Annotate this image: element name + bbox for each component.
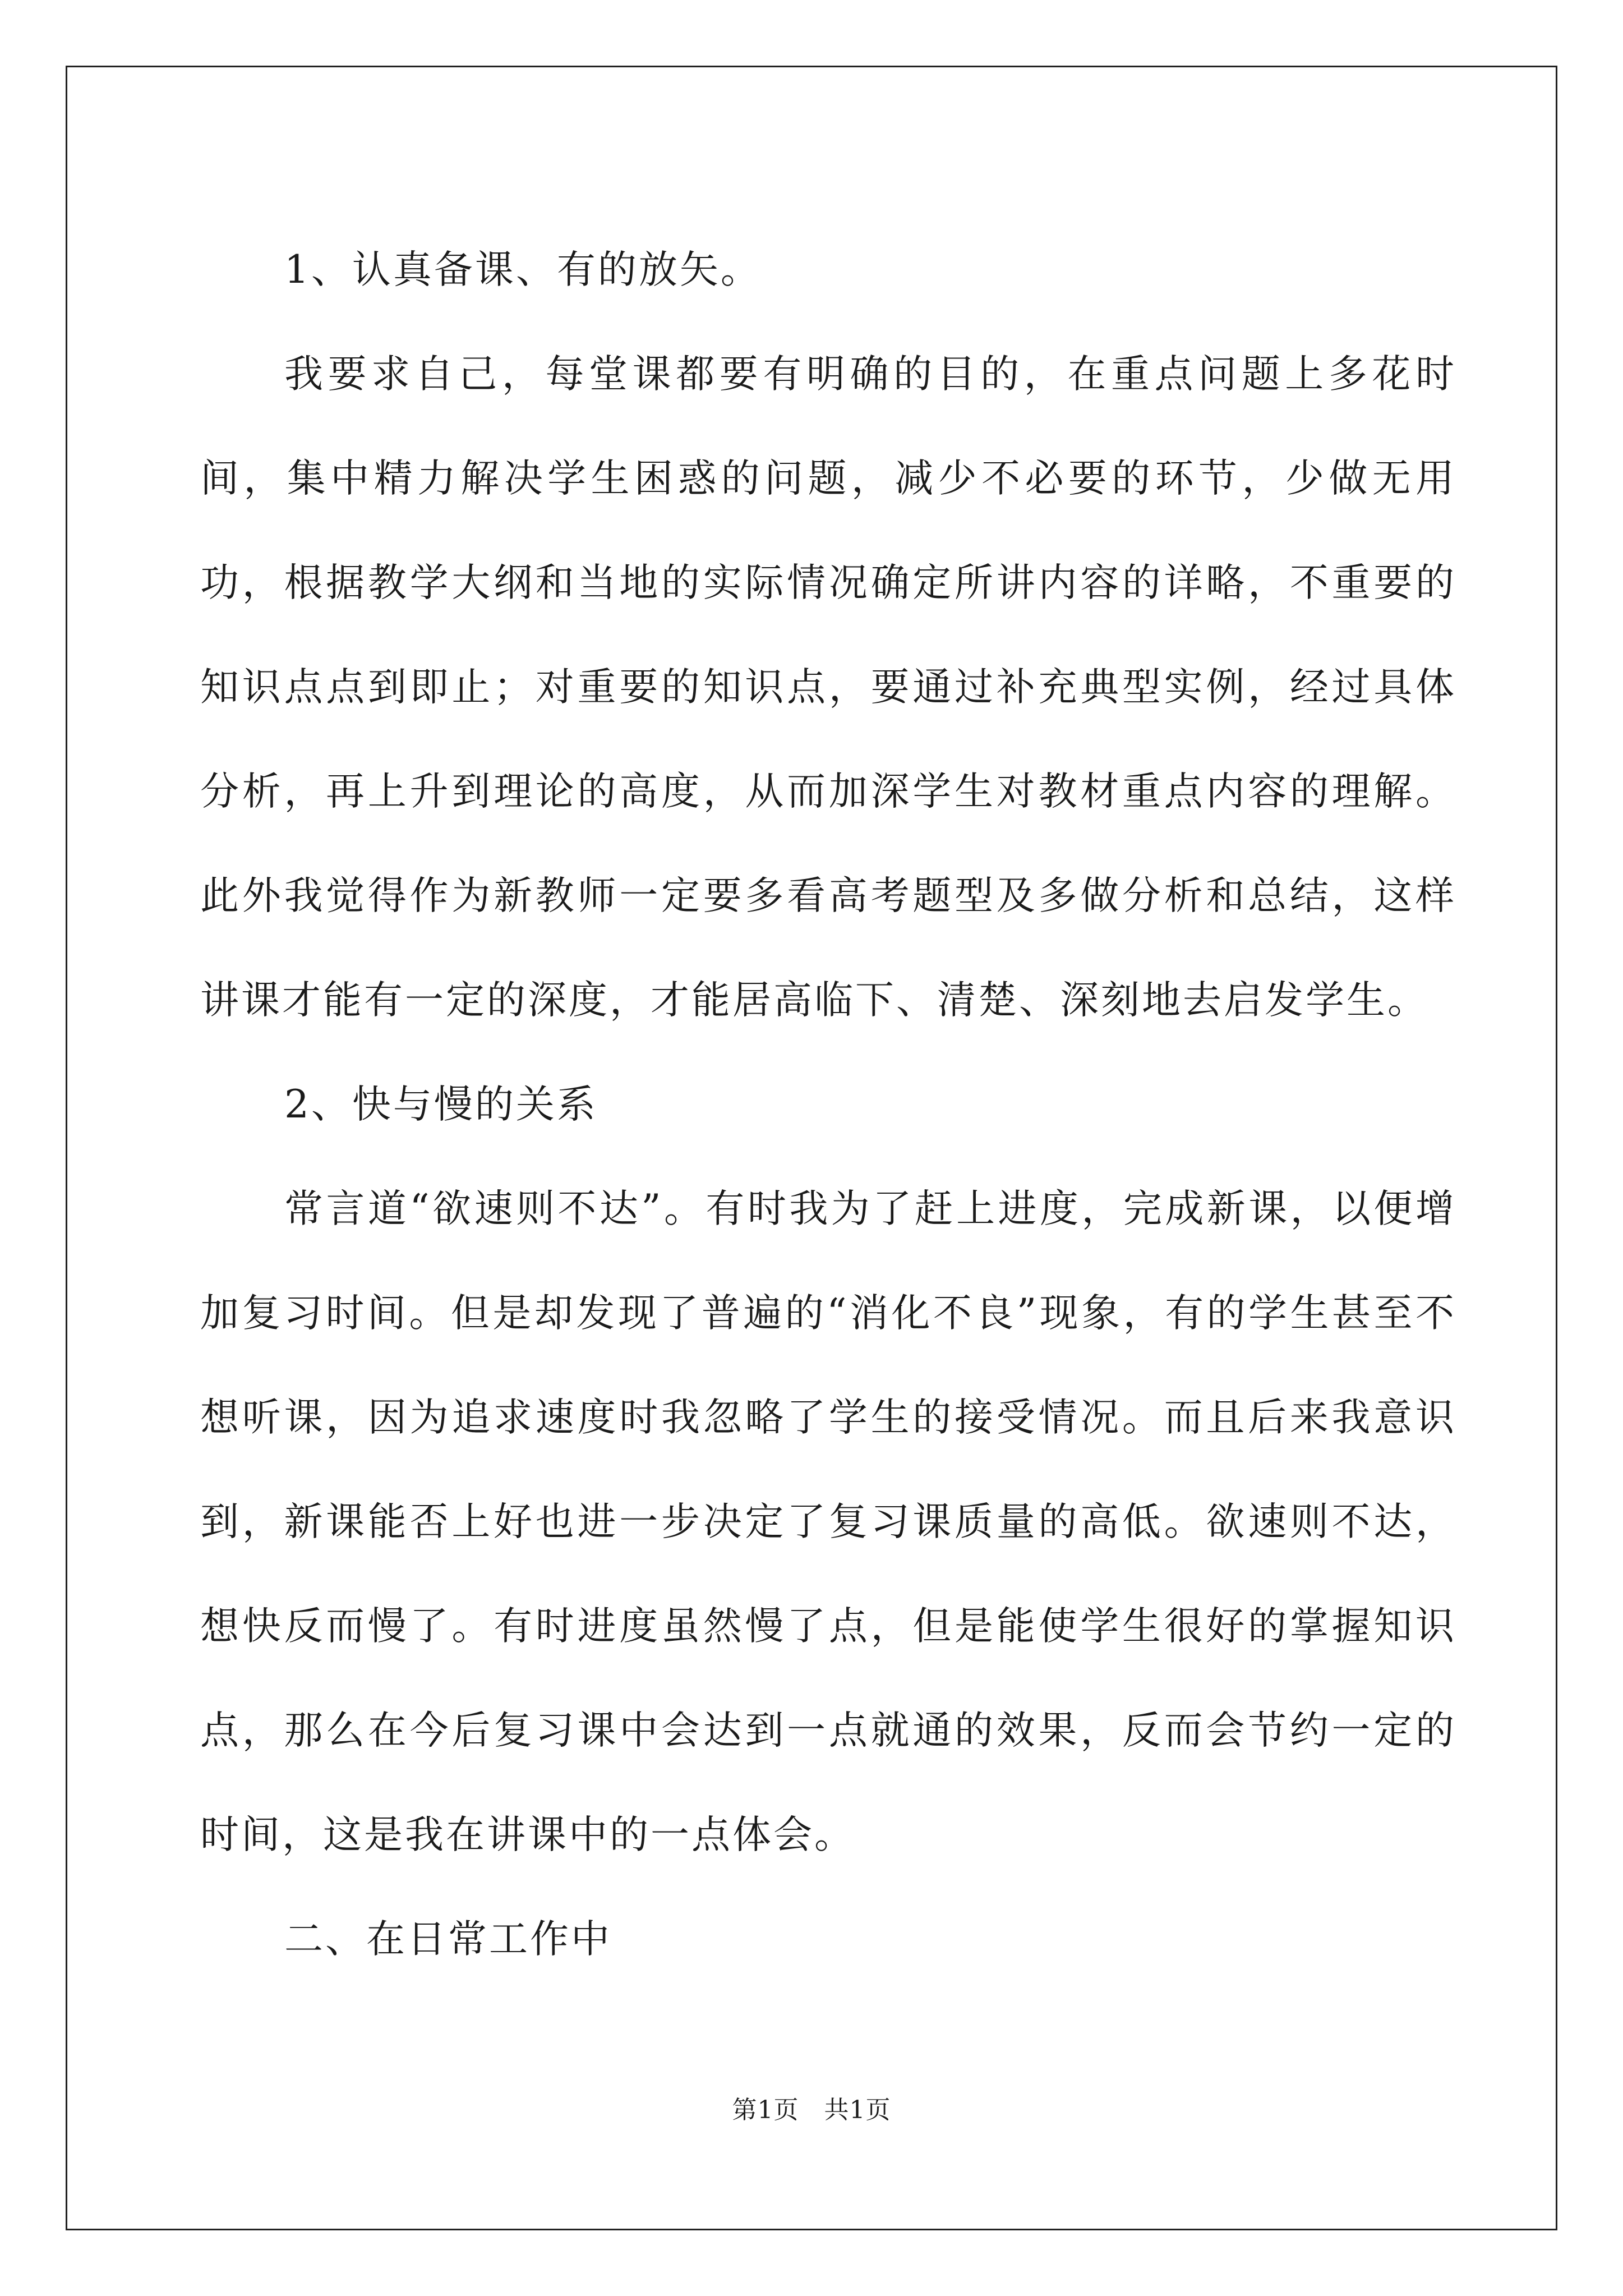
paragraph-heading-1: 1、认真备课、有的放矢。 xyxy=(284,247,762,292)
paragraph-heading-2: 2、快与慢的关系 xyxy=(284,1082,598,1127)
paragraph-body-1: 我要求自己，每堂课都要有明确的目的，在重点问题上多花时间，集中精力解决学生困惑的问题，减少不必要的环节，少做无用功，根据教学大纲和当地的实际情况确定所讲内容的详略，不重要的知识点点到即止；对重要的知识点，要通过补充典型实例，经过具体分析，再上升到理论的高度，从而加深学生对教材重点内容的理解。此外我觉得作为新教师一定要多看高考题型及多做分析和总结，这样讲课才能有一定的深度，才能居高临下、清楚、深刻地去启发学生。 xyxy=(200,352,1456,1023)
paragraph-heading-3: 二、在日常工作中 xyxy=(284,1917,612,1962)
document-body xyxy=(200,218,1456,1991)
page-number-footer: 第1页 共1页 xyxy=(732,2096,891,2124)
paragraph-body-2: 常言道“欲速则不达”。有时我为了赶上进度，完成新课，以便增加复习时间。但是却发现了普遍的“消化不良”现象，有的学生甚至不想听课，因为追求速度时我忽略了学生的接受情况。而且后来我意识到，新课能否上好也进一步决定了复习课质量的高低。欲速则不达，想快反而慢了。有时进度虽然慢了点，但是能使学生很好的掌握知识点，那么在今后复习课中会达到一点就通的效果，反而会节约一定的时间，这是我在讲课中的一点体会。 xyxy=(200,1186,1456,1857)
